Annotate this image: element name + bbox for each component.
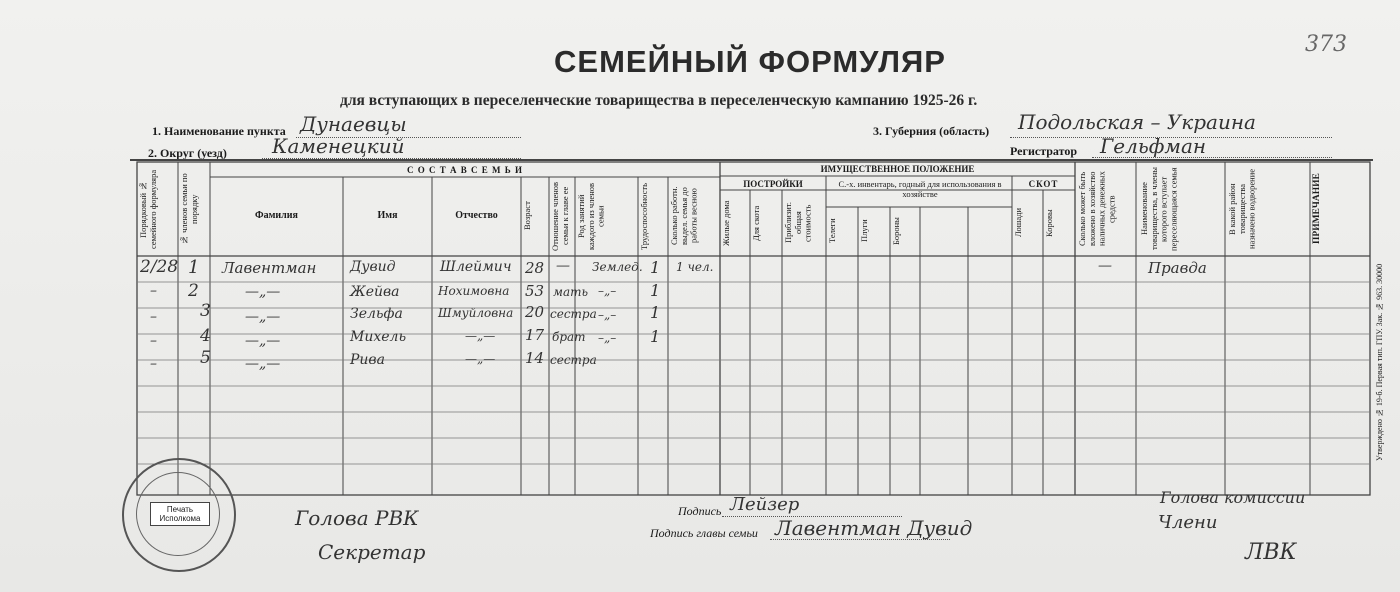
header-house: Жилые дома bbox=[721, 200, 731, 246]
header-ploughs: Плуги bbox=[859, 219, 869, 243]
header-name: Имя bbox=[377, 210, 398, 221]
right-note: Голова комиссии bbox=[1160, 488, 1306, 507]
header-buildings-group: ПОСТРОЙКИ bbox=[743, 179, 803, 189]
left-note: Голова РВК bbox=[295, 506, 419, 530]
row-5-order: – bbox=[150, 356, 157, 372]
header-patronymic: Отчество bbox=[455, 210, 498, 221]
settlement-value: Дунаевцы bbox=[300, 112, 407, 136]
header-partnership: Наименование товарищества, в члены которого вступает переселяющаяся семья bbox=[1139, 167, 1179, 251]
partnership-value: Правда bbox=[1148, 259, 1207, 277]
form-subtitle: для вступающих в переселенческие товарищества в переселенческую кампанию 1925-26 г. bbox=[340, 92, 978, 109]
row-4-name: Михель bbox=[350, 329, 407, 345]
row-3-ability: 1 bbox=[650, 303, 661, 322]
row-1-ability: 1 bbox=[650, 258, 661, 277]
header-approx-value: Приблизит. общая стоимость bbox=[783, 202, 813, 244]
row-1-patronymic: Шлеймич bbox=[440, 259, 512, 275]
page-number: 373 bbox=[1305, 32, 1347, 57]
header-carts: Телеги bbox=[827, 218, 837, 244]
row-1-surname: Лавентман bbox=[222, 259, 317, 277]
row-2-surname: —„— bbox=[245, 284, 281, 300]
row-5-name: Рива bbox=[350, 352, 385, 368]
row-3-surname: —„— bbox=[245, 309, 281, 325]
header-horses: Лошади bbox=[1013, 208, 1023, 238]
row-4-age: 17 bbox=[525, 326, 545, 344]
row-5-patronymic: —„— bbox=[465, 352, 496, 366]
row-1-name: Дувид bbox=[350, 259, 396, 275]
district-value: Каменецкий bbox=[272, 134, 405, 158]
row-5-surname: —„— bbox=[245, 356, 281, 372]
row-3-order: – bbox=[150, 309, 157, 325]
printer-note: Утверждено № 19-б. Первая тип. ГПУ. Зак. № 963. 30000 bbox=[1375, 263, 1384, 462]
row-3-member: 3 bbox=[200, 301, 211, 321]
row-2-patronymic: Нохимовна bbox=[438, 284, 510, 298]
header-district-water: В какой район товарищества назначено водворение bbox=[1227, 169, 1257, 250]
row-4-ability: 1 bbox=[650, 327, 661, 346]
row-3-patronymic: Шмуйловна bbox=[438, 306, 514, 320]
row-2-occupation: –„– bbox=[598, 284, 617, 298]
left-registrar: Секретар bbox=[318, 540, 426, 564]
row-1-member: 1 bbox=[188, 257, 200, 278]
row-3-relation: сестра bbox=[550, 307, 597, 321]
header-property-group: ИМУЩЕСТВЕННОЕ ПОЛОЖЕНИЕ bbox=[820, 164, 975, 174]
header-inventory-group: С.-х. инвентарь, годный для использования в хозяйстве bbox=[838, 179, 1002, 199]
header-occupation: Род занятий каждого из членов семьи bbox=[576, 182, 606, 250]
header-family-group: С О С Т А В С Е М Ь И bbox=[407, 165, 523, 175]
row-4-surname: —„— bbox=[245, 333, 281, 349]
registrar-value: Гельфман bbox=[1100, 134, 1207, 158]
row-2-member: 2 bbox=[188, 281, 199, 301]
settlement-label: 1. Наименование пункта bbox=[152, 124, 286, 138]
header-cattle-shed: Для скота bbox=[751, 205, 761, 241]
row-2-name: Жейва bbox=[350, 284, 400, 300]
form-title: СЕМЕЙНЫЙ ФОРМУЛЯР bbox=[554, 44, 946, 79]
header-note: ПРИМЕЧАНИЕ bbox=[1312, 173, 1322, 245]
money-value: — bbox=[1098, 258, 1112, 274]
header-member-no: № членов семьи по порядку bbox=[179, 173, 199, 245]
header-harrows: Бороны bbox=[891, 217, 901, 245]
row-4-member: 4 bbox=[200, 326, 211, 346]
signature-label: Подпись bbox=[678, 504, 722, 518]
official-stamp bbox=[122, 458, 236, 572]
registrar-label: Регистратор bbox=[1010, 144, 1078, 158]
header-livestock-group: СКОТ bbox=[1028, 179, 1059, 189]
row-4-occupation: –„– bbox=[598, 331, 617, 345]
province-label: 3. Губерния (область) bbox=[873, 124, 990, 138]
head-signature-value: Лавентман Дувид bbox=[775, 516, 973, 540]
header-relation: Отношение членов семьи к главе ее bbox=[550, 181, 570, 251]
header-money: Сколько может быть вложено в хозяйство наличных денежных средств bbox=[1077, 171, 1117, 247]
header-ability: Трудоспособность bbox=[639, 182, 649, 250]
header-surname: Фамилия bbox=[255, 210, 298, 221]
header-cows: Коровы bbox=[1044, 209, 1054, 237]
right-member: Члени bbox=[1158, 512, 1218, 533]
row-1-occupation: Землед. bbox=[592, 260, 643, 274]
signature-value: Лейзер bbox=[730, 494, 800, 515]
row-5-relation: сестра bbox=[550, 353, 597, 367]
right-extra: ЛВК bbox=[1245, 540, 1297, 565]
row-5-member: 5 bbox=[200, 348, 211, 368]
row-2-relation: мать bbox=[553, 285, 589, 299]
row-2-ability: 1 bbox=[650, 281, 661, 300]
row-4-relation: брат bbox=[552, 330, 586, 344]
head-signature-label: Подпись главы семьи bbox=[650, 526, 758, 540]
row-2-order: – bbox=[150, 283, 157, 299]
row-1-age: 28 bbox=[525, 259, 545, 277]
row-1-order: 2/28 bbox=[140, 257, 179, 277]
row-5-age: 14 bbox=[525, 349, 545, 367]
header-work: Сколько работн. выдел. семья до работы весною bbox=[669, 186, 699, 246]
stamp-label: Печать Исполкома bbox=[150, 502, 210, 526]
row-3-occupation: –„– bbox=[598, 308, 617, 322]
province-value: Подольская – Украина bbox=[1018, 110, 1256, 134]
row-3-name: Зельфа bbox=[350, 306, 403, 322]
district-label: 2. Округ (уезд) bbox=[148, 146, 227, 160]
header-age: Возраст bbox=[522, 201, 532, 231]
row-4-order: – bbox=[150, 333, 157, 349]
row-2-age: 53 bbox=[525, 282, 545, 300]
row-3-age: 20 bbox=[525, 303, 545, 321]
row-1-relation: — bbox=[556, 258, 570, 274]
row-1-workers: 1 чел. bbox=[676, 260, 714, 274]
header-order-no: Порядковый № семейного формуляра bbox=[138, 169, 158, 249]
row-4-patronymic: —„— bbox=[465, 329, 496, 343]
